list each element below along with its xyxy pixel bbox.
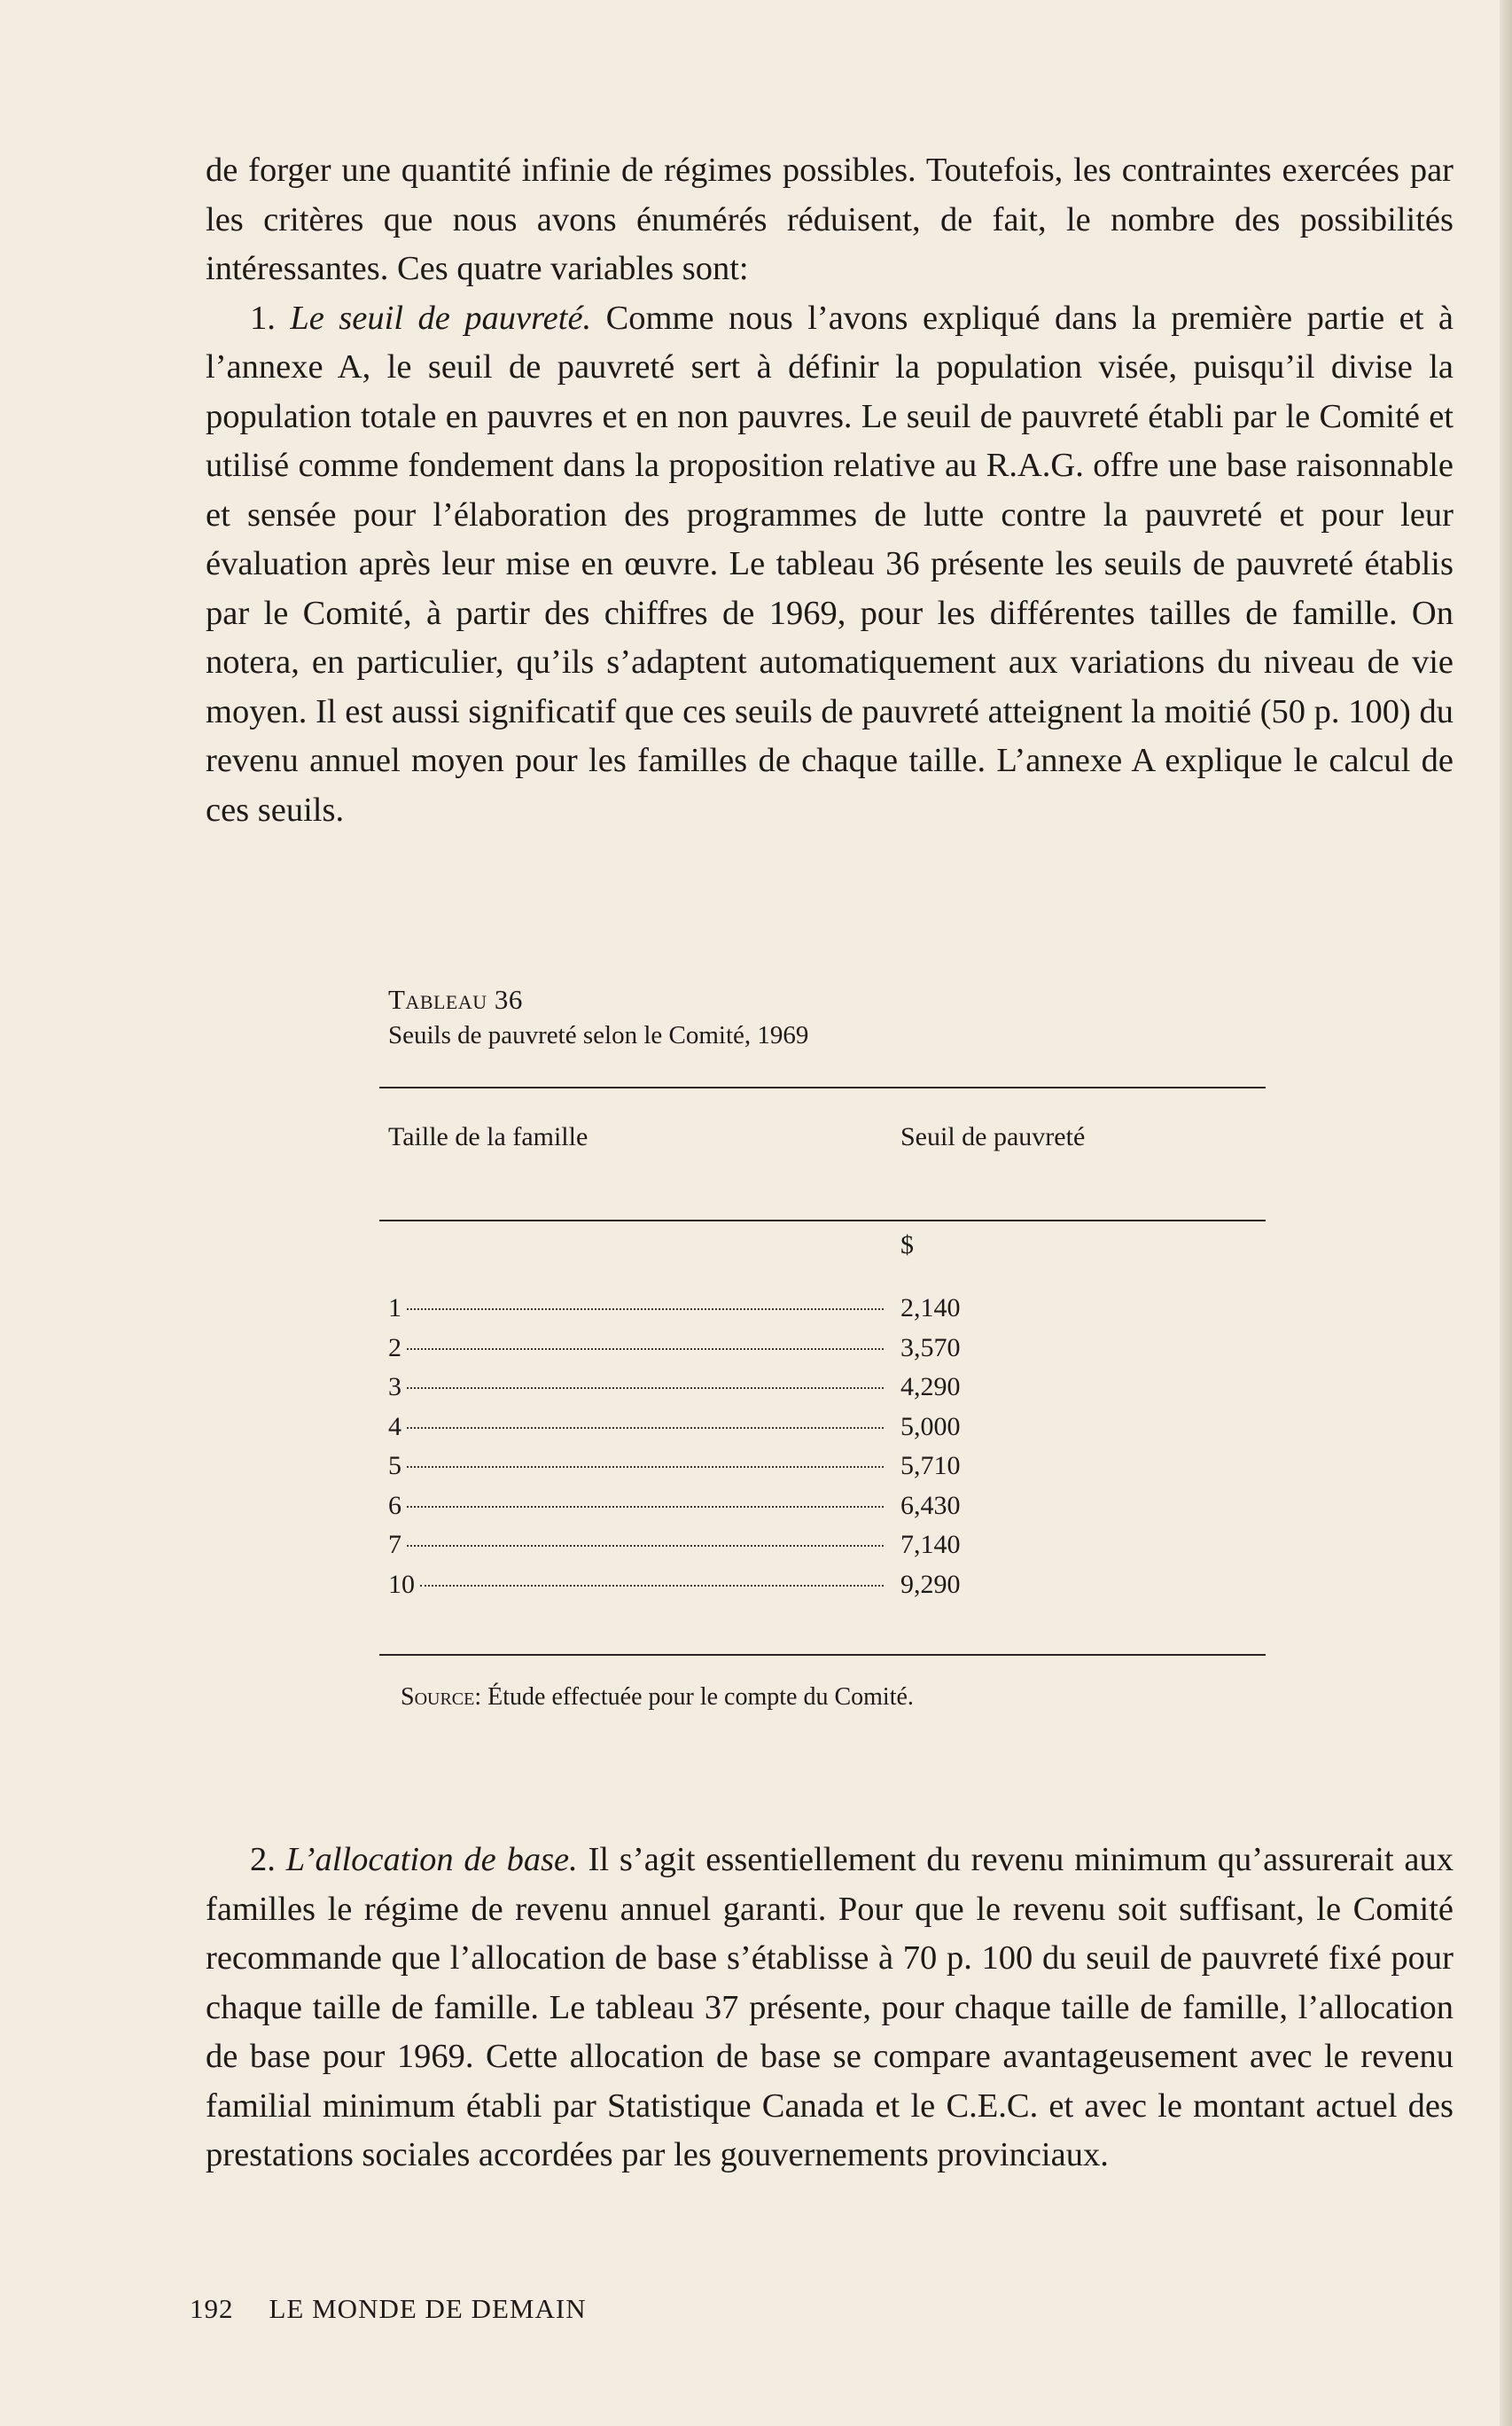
- table-row: [388, 1525, 1026, 1565]
- poverty-threshold-cell: 9,290: [900, 1569, 961, 1599]
- table-header-rule: [379, 1220, 1266, 1221]
- family-size-cell: 1: [388, 1293, 401, 1322]
- table-top-rule: [379, 1087, 1266, 1088]
- running-title: LE MONDE DE DEMAIN: [269, 2293, 587, 2324]
- item-number: 2.: [250, 1841, 286, 1878]
- family-size-cell: 4: [388, 1411, 401, 1441]
- poverty-threshold-cell: 7,140: [900, 1530, 961, 1559]
- source-label: Source:: [401, 1683, 482, 1711]
- body-text-top: [206, 146, 1454, 835]
- poverty-threshold-cell: 6,430: [900, 1490, 961, 1520]
- dot-leader: [407, 1427, 884, 1429]
- table-row: [388, 1486, 1026, 1526]
- poverty-threshold-cell: 4,290: [900, 1372, 961, 1401]
- page-footer: [190, 2293, 587, 2325]
- item-heading: L’allocation de base.: [285, 1841, 578, 1878]
- table-bottom-rule: [379, 1654, 1266, 1656]
- currency-unit: $: [900, 1230, 914, 1260]
- table-caption: [388, 982, 808, 1053]
- column-header-poverty-threshold: Seuil de pauvreté: [900, 1122, 1086, 1151]
- table-body: [388, 1289, 1026, 1604]
- dot-leader: [420, 1585, 884, 1587]
- dot-leader: [407, 1545, 884, 1547]
- table-source-note: [401, 1683, 914, 1712]
- item-number: 1.: [250, 299, 291, 337]
- family-size-cell: 5: [388, 1451, 401, 1480]
- dot-leader: [407, 1506, 884, 1508]
- paragraph-continuation: de forger une quantité infinie de régimes possibles. Toutefois, les contraintes exercées par les critères que nous avons énumérés réduisent, de fait, le nombre des possibilités intéressantes. Ces quatre variables sont:: [206, 152, 1454, 287]
- table-row: [388, 1565, 1026, 1605]
- table-label: Tableau 36: [388, 984, 523, 1015]
- dot-leader: [407, 1387, 884, 1389]
- paragraph-body: Comme nous l’avons expliqué dans la première partie et à l’annexe A, le seuil de pauvreté sert à définir la population visée, puisqu’il divise la population totale en pauvres et en non pauvres. Le seuil de pauvreté établi par le Comité et utilisé comme fondement dans la proposition relative au R.A.G. offre une base raisonnable et sensée pour l’élaboration des programmes de lutte contre la pauvreté et pour leur évaluation après leur mise en œuvre. Le tableau 36 présente les seuils de pauvreté établis par le Comité, à partir des chiffres de 1969, pour les différentes tailles de famille. On notera, en particulier, qu’ils s’adaptent automatiquement aux variations du niveau de vie moyen. Il est aussi significatif que ces seuils de pauvreté atteignent la moitié (50 p. 100) du revenu annuel moyen pour les familles de chaque taille. L’annexe A explique le calcul de ces seuils.: [206, 299, 1454, 829]
- paragraph-poverty-threshold: [206, 294, 1454, 836]
- column-header-family-size: Taille de la famille: [388, 1122, 588, 1151]
- family-size-cell: 6: [388, 1490, 401, 1520]
- source-text: Étude effectuée pour le compte du Comité.: [481, 1683, 914, 1711]
- table-row: [388, 1289, 1026, 1329]
- page-number: 192: [190, 2293, 234, 2324]
- table-row: [388, 1408, 1026, 1447]
- body-text-bottom: [206, 1836, 1454, 2180]
- family-size-cell: 2: [388, 1332, 401, 1362]
- paragraph-body: Il s’agit essentiellement du revenu minimum qu’assurerait aux familles le régime de revenu annuel garanti. Pour que le revenu soit suffisant, le Comité recommande que l’allocation de base s’établisse à 70 p. 100 du seuil de pauvreté fixé pour chaque taille de famille. Le tableau 37 présente, pour chaque taille de famille, l’allocation de base pour 1969. Cette allocation de base se compare avantageusement avec le revenu familial minimum établi par Statistique Canada et le C.E.C. et avec le montant actuel des prestations sociales accordées par les gouvernements provinciaux.: [206, 1841, 1454, 2173]
- dot-leader: [407, 1308, 884, 1310]
- poverty-threshold-cell: 5,000: [900, 1411, 961, 1441]
- family-size-cell: 7: [388, 1530, 401, 1559]
- page-edge-shadow: [1500, 0, 1512, 2426]
- paragraph-basic-allowance: [206, 1836, 1454, 2180]
- poverty-threshold-cell: 3,570: [900, 1332, 961, 1362]
- table-row: [388, 1447, 1026, 1486]
- table-row: [388, 1329, 1026, 1369]
- poverty-threshold-cell: 2,140: [900, 1293, 961, 1322]
- dot-leader: [407, 1466, 884, 1468]
- table-title: Seuils de pauvreté selon le Comité, 1969: [388, 1021, 809, 1049]
- item-heading: Le seuil de pauvreté.: [290, 299, 592, 337]
- family-size-cell: 3: [388, 1372, 401, 1401]
- table-row: [388, 1368, 1026, 1408]
- family-size-cell: 10: [388, 1569, 415, 1599]
- poverty-threshold-cell: 5,710: [900, 1451, 961, 1480]
- dot-leader: [407, 1348, 884, 1350]
